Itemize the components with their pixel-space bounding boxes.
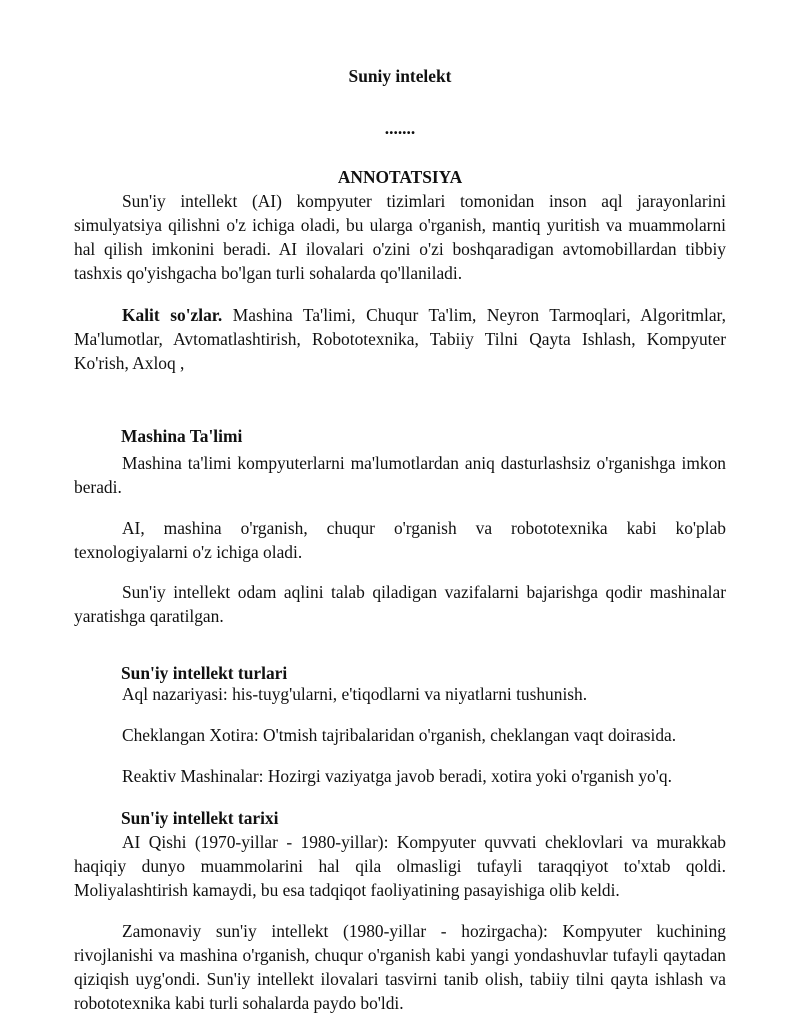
- keywords-paragraph: [74, 303, 726, 375]
- annotation-paragraph: Sun'iy intellekt (AI) kompyuter tizimlari tomonidan inson aql jarayonlarini simulyatsiya qilishni o'z ichiga oladi, bu ularga o'rganish, mantiq yuritish va muammolarni hal qilish imkonini beradi. AI ilovalari o'zini o'zi boshqaradigan avtomobillardan tibbiy tashxis qo'yishgacha bo'lgan turli sohalarda qo'llaniladi.: [74, 191, 726, 283]
- annotation-heading: ANNOTATSIYA: [337, 167, 463, 187]
- section-heading-machine-learning: Mashina Ta'limi: [121, 426, 243, 446]
- ai-type-item: Cheklangan Xotira: O'tmish tajribalaridan o'rganish, cheklangan vaqt doirasida.: [122, 725, 677, 745]
- section3-paragraph-1: AI Qishi (1970-yillar - 1980-yillar): Kompyuter quvvati cheklovlari va murakkab haqiqiy dunyo muammolarini hal qila olmasligi tufayli taraqqiyot to'xtab qoldi. Moliyalashtirish kamaydi, bu esa tadqiqot faoliyatining pasayishiga olib keldi.: [74, 832, 726, 900]
- section1-paragraph-2: AI, mashina o'rganish, chuqur o'rganish va robototexnika kabi ko'plab texnologiyalarni o'z ichiga oladi.: [74, 518, 726, 562]
- ai-type-item: Reaktiv Mashinalar: Hozirgi vaziyatga javob beradi, xotira yoki o'rganish yo'q.: [122, 766, 672, 786]
- keywords-label: Kalit so'zlar.: [122, 305, 223, 325]
- section-heading-ai-history: Sun'iy intellekt tarixi: [121, 808, 279, 828]
- document-title: Suniy intelekt: [348, 66, 452, 86]
- title-dots: .......: [384, 118, 416, 138]
- section1-paragraph-3: Sun'iy intellekt odam aqlini talab qiladigan vazifalarni bajarishga qodir mashinalar yaratishga qaratilgan.: [74, 582, 726, 626]
- ai-type-item: Aql nazariyasi: his-tuyg'ularni, e'tiqodlarni va niyatlarni tushunish.: [122, 684, 588, 704]
- section-heading-ai-types: Sun'iy intellekt turlari: [121, 663, 288, 683]
- section3-paragraph-2: Zamonaviy sun'iy intellekt (1980-yillar - hozirgacha): Kompyuter kuchining rivojlanishi va mashina o'rganish, chuqur o'rganish kabi yangi yondashuvlar tufayli qaytadan qiziqish uyg'ondi. Sun'iy intellekt ilovalari tasvirni tanib olish, tabiiy tilni qayta ishlash va robototexnika kabi turli sohalarda paydo bo'ldi.: [74, 921, 726, 1013]
- keywords-text: Mashina Ta'limi, Chuqur Ta'lim, Neyron Tarmoqlari, Algoritmlar, Ma'lumotlar, Avtomatlashtirish, Robototexnika, Tabiiy Tilni Qayta Ishlash, Kompyuter Ko'rish, Axloq ,: [74, 305, 726, 373]
- section1-paragraph-1: Mashina ta'limi kompyuterlarni ma'lumotlardan aniq dasturlashsiz o'rganishga imkon beradi.: [74, 453, 726, 497]
